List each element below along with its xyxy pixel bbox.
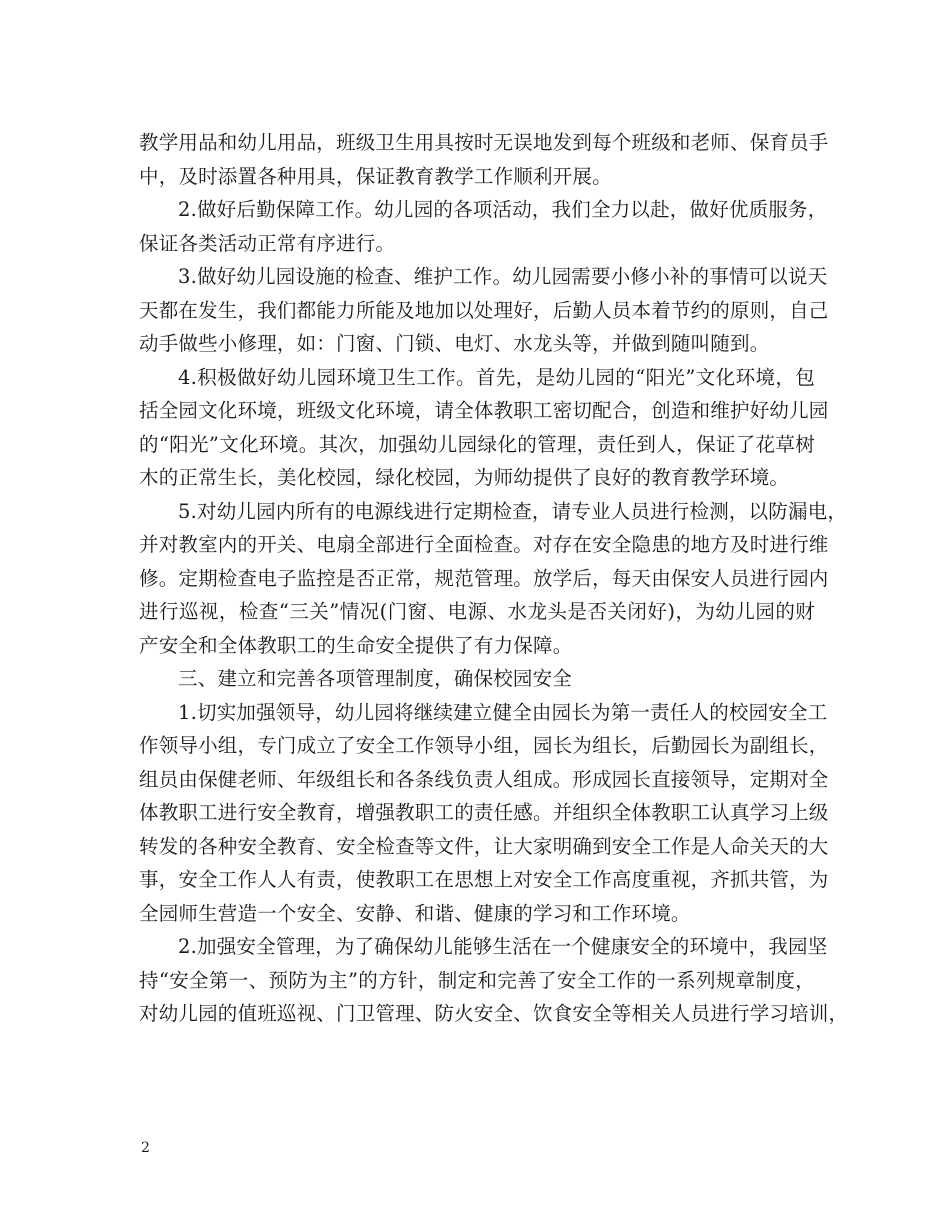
text-line: 持“安全第一、预防为主”的方针，制定和完善了安全工作的一系列规章制度， <box>139 968 815 992</box>
page-number: 2 <box>141 1140 150 1156</box>
text-line: 保证各类活动正常有序进行。 <box>139 231 396 255</box>
text-line: 并对教室内的开关、电扇全部进行全面检查。对存在安全隐患的地方及时进行维 <box>139 533 829 556</box>
paragraph <box>139 126 829 193</box>
text-line: 三、建立和完善各项管理制度，确保校园安全 <box>178 667 573 690</box>
text-line: 木的正常生长，美化校园，绿化校园，为师幼提供了良好的教育教学环境。 <box>139 466 790 489</box>
text-line: 动手做些小修理，如：门窗、门锁、电灯、水龙头等，并做到随叫随到。 <box>139 332 770 355</box>
paragraph <box>139 361 829 495</box>
text-line: 修。定期检查电子监控是否正常，规范管理。放学后，每天由保安人员进行园内 <box>139 566 829 590</box>
text-line: 1.切实加强领导，幼儿园将继续建立健全由园长为第一责任人的校园安全工 <box>178 700 828 724</box>
text-line: 3.做好幼儿园设施的检查、维护工作。幼儿园需要小修小补的事情可以说天 <box>178 265 828 288</box>
text-line: 2.做好后勤保障工作。幼儿园的各项活动，我们全力以赴，做好优质服务， <box>178 198 828 221</box>
paragraph <box>139 495 848 663</box>
text-line: 2.加强安全管理，为了确保幼儿能够生活在一个健康安全的环境中，我园坚 <box>178 935 828 958</box>
text-line: 事，安全工作人人有责，使教职工在思想上对安全工作高度重视，齐抓共管，为 <box>139 868 829 891</box>
paragraph <box>139 662 815 696</box>
paragraph <box>139 193 828 260</box>
text-line: 中，及时添置各种用具，保证教育教学工作顺利开展。 <box>139 164 612 188</box>
text-line: 4.积极做好幼儿园环境卫生工作。首先，是幼儿园的“阳光”文化环境，包 <box>178 365 815 389</box>
text-line: 5.对幼儿园内所有的电源线进行定期检查，请专业人员进行检测，以防漏电， <box>178 499 848 523</box>
text-line: 全园师生营造一个安全、安静、和谐、健康的学习和工作环境。 <box>139 901 691 925</box>
text-line: 天都在发生，我们都能力所能及地加以处理好，后勤人员本着节约的原则，自己 <box>139 298 829 322</box>
text-line: 教学用品和幼儿用品，班级卫生用具按时无误地发到每个班级和老师、保育员手 <box>139 131 829 154</box>
text-line: 的“阳光”文化环境。其次，加强幼儿园绿化的管理，责任到人，保证了花草树 <box>139 432 815 456</box>
paragraph <box>139 260 829 361</box>
text-line: 作领导小组，专门成立了安全工作领导小组，园长为组长，后勤园长为副组长， <box>139 734 829 757</box>
text-line: 产安全和全体教职工的生命安全提供了有力保障。 <box>139 633 573 657</box>
paragraph <box>139 696 829 931</box>
document-body <box>139 126 849 1031</box>
text-line: 对幼儿园的值班巡视、门卫管理、防火安全、饮食安全等相关人员进行学习培训， <box>139 1002 849 1025</box>
text-line: 体教职工进行安全教育，增强教职工的责任感。并组织全体教职工认真学习上级 <box>139 801 829 824</box>
paragraph <box>139 930 849 1031</box>
text-line: 转发的各种安全教育、安全检查等文件，让大家明确到安全工作是人命关天的大 <box>139 834 829 858</box>
text-line: 组员由保健老师、年级组长和各条线负责人组成。形成园长直接领导，定期对全 <box>139 767 829 791</box>
text-line: 括全园文化环境，班级文化环境，请全体教职工密切配合，创造和维护好幼儿园 <box>139 399 829 422</box>
text-line: 进行巡视，检查“三关”情况(门窗、电源、水龙头是否关闭好)，为幼儿园的财 <box>139 600 815 623</box>
